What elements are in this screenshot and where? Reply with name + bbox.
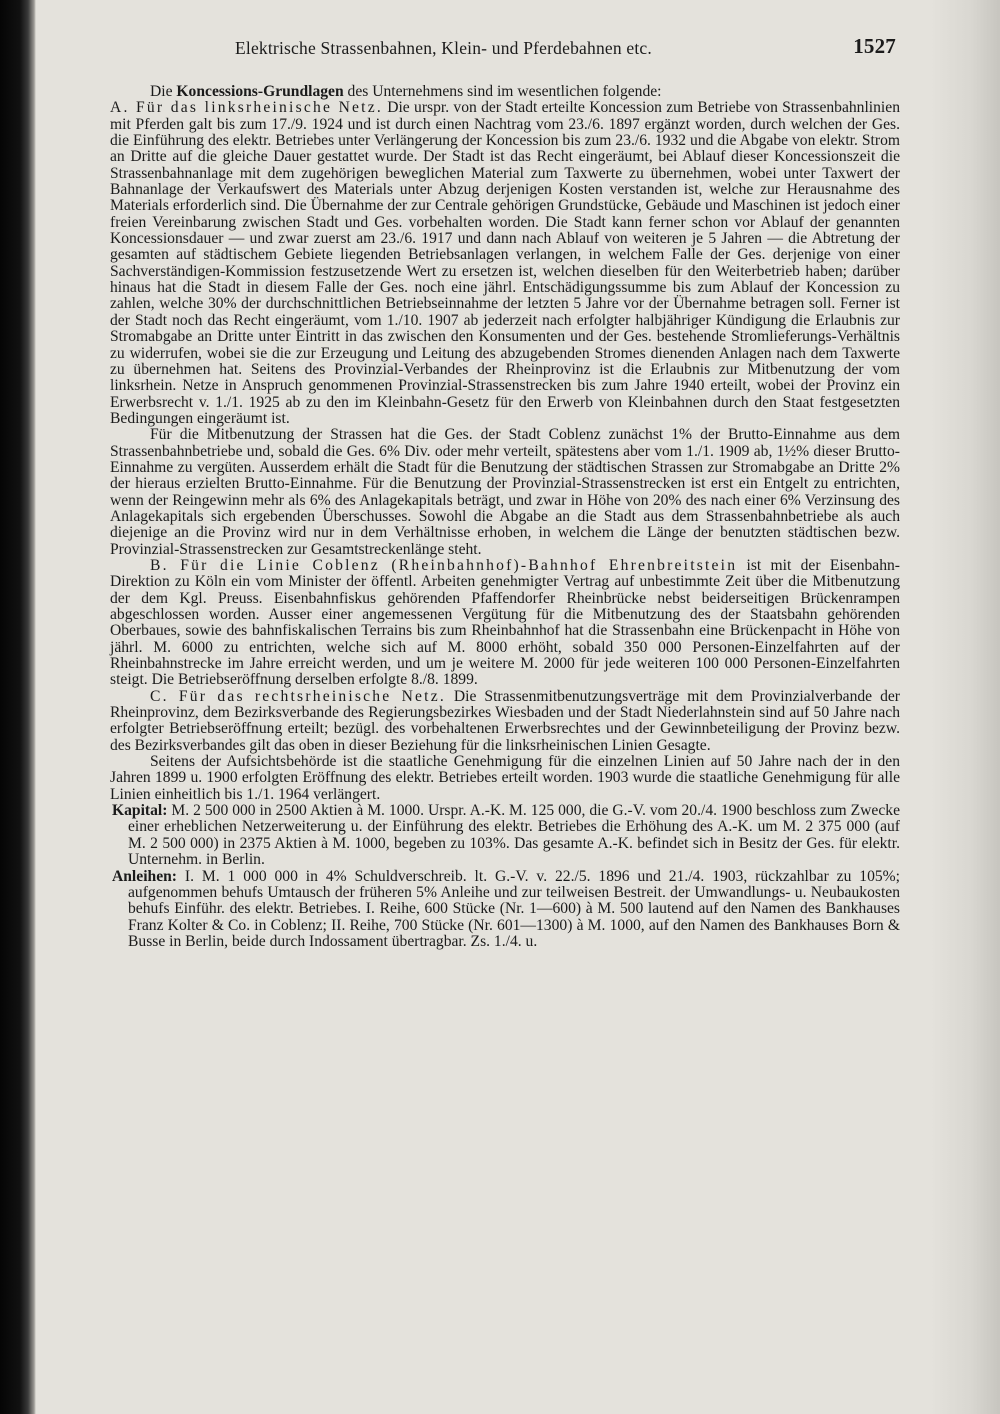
running-title: Elektrische Strassenbahnen, Klein- und Pferdebahnen etc. (235, 38, 652, 58)
running-header (110, 32, 900, 66)
anleihen-paragraph (110, 869, 900, 951)
section-a2-paragraph (110, 427, 900, 558)
scan-binding-edge (0, 0, 36, 1414)
section-c-label: C. Für das rechtsrheinische Netz. (150, 687, 446, 705)
intro-paragraph (110, 84, 900, 100)
kapital-label: Kapital: (112, 802, 168, 820)
article-body (110, 84, 900, 950)
intro-text-after: des Unternehmens sind im wesentlichen folgende: (343, 83, 662, 100)
intro-bold-term: Koncessions-Grundlagen (176, 83, 344, 100)
page-number: 1527 (853, 34, 896, 58)
section-b-label: B. Für die Linie Coblenz (Rheinbahnhof)-Bahnhof Ehrenbreitstein (150, 556, 738, 574)
section-d-paragraph (110, 754, 900, 803)
section-b-text: ist mit der Eisenbahn-Direktion zu Köln ein vom Minister der öffentl. Arbeiten genehmigter Vertrag auf unbestimmte Zeit über die Mitbenutzung der dem Kgl. Preuss. Eisenbahnfiskus gehörenden Pfaffendorfer Rheinbrücke nebst beiderseitigen Brückenrampen abgeschlossen worden. Ausser einer angemessenen Vergütung für die Mitbenutzung des der Staatsbahn gehörenden Oberbaues, sowie des bahnfiskalischen Terrains bis zum Rheinbahnhof hat die Strassenbahn eine Brückenpacht in Höhe von jährl. M. 6000 zu entrichten, welche sich auf M. 8000 erhöht, sobald 350 000 Personen-Einzelfahrten auf der Rheinbahnstrecke im Jahre erreicht werden, und um je weitere M. 2000 für jede weiteren 100 000 Personen-Einzelfahrten steigt. Die Betriebseröffnung derselben erfolgte 8./8. 1899. (110, 556, 901, 689)
section-a-paragraph (110, 100, 900, 427)
scan-page-shadow (930, 0, 1000, 1414)
section-b-paragraph (110, 558, 900, 689)
section-c-text: Die Strassenmitbenutzungsverträge mit dem Provinzialverbande der Rheinprovinz, dem Bezirksverbande des Regierungsbezirkes Wiesbaden und der Stadt Niederlahnstein sind auf 50 Jahre nach erfolgter Betriebseröffnung erteilt; bezügl. des vorbehaltenen Erwerbsrechtes und der Gewinnbeteiligung der Provinz bezw. des Bezirksverbandes gilt das oben in dieser Beziehung für die linksrheinischen Linien Gesagte. (110, 687, 900, 754)
anleihen-text: I. M. 1 000 000 in 4% Schuldverschreib. lt. G.-V. v. 22./5. 1896 und 21./4. 1903, rückzahlbar zu 105%; aufgenommen behufs Umtausch der früheren 5% Anleihe und zur teilweisen Bestreit. der Umwandlungs- u. Neubaukosten behufs Einführ. des elektr. Betriebes. I. Reihe, 600 Stücke (Nr. 1—600) à M. 500 lautend auf den Namen des Bankhauses Franz Kolter & Co. in Coblenz; II. Reihe, 700 Stücke (Nr. 601—1300) à M. 1000, auf den Namen des Bankhauses Born & Busse in Berlin, beide durch Indossament übertragbar. Zs. 1./4. u. (128, 867, 900, 950)
section-a-text: Die urspr. von der Stadt erteilte Koncession zum Betriebe von Strassenbahnlinien mit Pferden galt bis zum 17./9. 1924 und ist durch einen Nachtrag vom 23./6. 1897 ergänzt worden, durch welchen der Ges. die Einführung des elektr. Betriebes unter Verlängerung der Koncession bis zum 23./6. 1932 und die Abgabe von elektr. Strom an Dritte auf die gleiche Dauer gestattet wurde. Der Stadt ist das Recht eingeräumt, bei Ablauf dieser Koncessionszeit die Strassenbahnanlage mit dem zugehörigen beweglichen Material zum Taxwerte zu übernehmen, wobei unter Taxwert der Bahnanlage der Verkaufswert des Materials unter Abzug derjenigen Kosten verstanden ist, welche zur Herausnahme des Materials erforderlich sind. Die Übernahme der zur Centrale gehörigen Grundstücke, Gebäude und Maschinen ist jedoch einer freien Vereinbarung zwischen Stadt und Ges. vorbehalten worden. Die Stadt kann ferner schon vor Ablauf der genannten Koncessionsdauer — und zwar zuerst am 23./6. 1917 und dann nach Ablauf von weiteren je 5 Jahren — die Abtretung der gesamten auf städtischem Gebiete liegenden Betriebsanlagen verlangen, in welchem Falle der Ges. derjenige von einer Sachverständigen-Kommission festzusetzende Wert zu ersetzen ist, welchen dieselben für den Weiterbetrieb haben; darüber hinaus hat die Stadt in diesem Falle der Ges. noch eine jährl. Entschädigungssumme bis zum Ablauf der Koncession zu zahlen, welche 30% der durchschnittlichen Betriebseinnahme der letzten 5 Jahre vor der Übernahme betragen soll. Ferner ist der Stadt noch das Recht eingeräumt, vom 1./10. 1907 ab jederzeit nach erfolgter halbjähriger Kündigung die Erlaubnis zur Stromabgabe an Dritte unter Eintritt in das zwischen den Konsumenten und der Ges. bestehende Stromlieferungs-Verhältnis zu widerrufen, wobei sie die zur Erzeugung und Leitung des abzugebenden Stromes dienenden Anlagen nach dem Taxwerte zu übernehmen hat. Seitens des Provinzial-Verbandes der Rheinprovinz ist die Erlaubnis zur Mitbenutzung der vom linksrhein. Netze in Anspruch genommenen Provinzial-Strassenstrecken bis zum Jahre 1940 erteilt, wobei der Provinz ein Erwerbsrecht v. 1./1. 1925 ab zu den im Kleinbahn-Gesetz für den Erwerb von Kleinbahnen durch den Staat festgesetzten Bedingungen eingeräumt ist. (110, 99, 900, 427)
section-c-paragraph (110, 689, 900, 754)
section-d-text: Seitens der Aufsichtsbehörde ist die staatliche Genehmigung für die einzelnen Linien auf 50 Jahre nach der in den Jahren 1899 u. 1900 erfolgten Eröffnung des elektr. Betriebes erteilt worden. 1903 wurde die staatliche Genehmigung für alle Linien einheitlich bis 1./1. 1964 verlängert. (110, 753, 900, 803)
kapital-text: M. 2 500 000 in 2500 Aktien à M. 1000. Urspr. A.-K. M. 125 000, die G.-V. vom 20./4. 1900 beschloss zum Zwecke einer erheblichen Netzerweiterung u. der Einführung des elektr. Betriebes die Erhöhung des A.-K. um M. 2 375 000 (auf M. 2 500 000) in 2375 Aktien à M. 1000, begeben zu 103%. Das gesamte A.-K. befindet sich in Besitz der Ges. für elektr. Unternehm. in Berlin. (128, 802, 900, 869)
section-a2-text: Für die Mitbenutzung der Strassen hat die Ges. der Stadt Coblenz zunächst 1% der Brutto-Einnahme aus dem Strassenbahnbetriebe und, sobald die Ges. 6% Div. oder mehr verteilt, spätestens aber vom 1./1. 1909 ab, 1½% dieser Brutto-Einnahme zu vergüten. Ausserdem erhält die Stadt für die Benutzung der städtischen Strassen zur Stromabgabe an Dritte 2% der hieraus erzielten Brutto-Einnahme. Für die Benutzung der Provinzial-Strassenstrecken ist erst ein Entgelt zu entrichten, wenn der Reingewinn mehr als 6% des Anlagekapitals beträgt, und zwar in Höhe von 20% des nach einer 6% Verzinsung des Anlagekapitals sich ergebenden Überschusses. Sowohl die Abgabe an die Stadt aus dem Strassenbahnbetriebe als auch diejenige an die Provinz wird nur in dem Verhältnisse erhoben, in welchem die Länge der benutzten städtischen bezw. Provinzial-Strassenstrecken zur Gesamtstreckenlänge steht. (110, 426, 900, 558)
kapital-paragraph (110, 803, 900, 868)
section-a-label: A. Für das linksrheinische Netz. (110, 99, 383, 117)
document-page (110, 32, 900, 950)
intro-text-before: Die (150, 83, 177, 100)
anleihen-label: Anleihen: (112, 867, 177, 885)
